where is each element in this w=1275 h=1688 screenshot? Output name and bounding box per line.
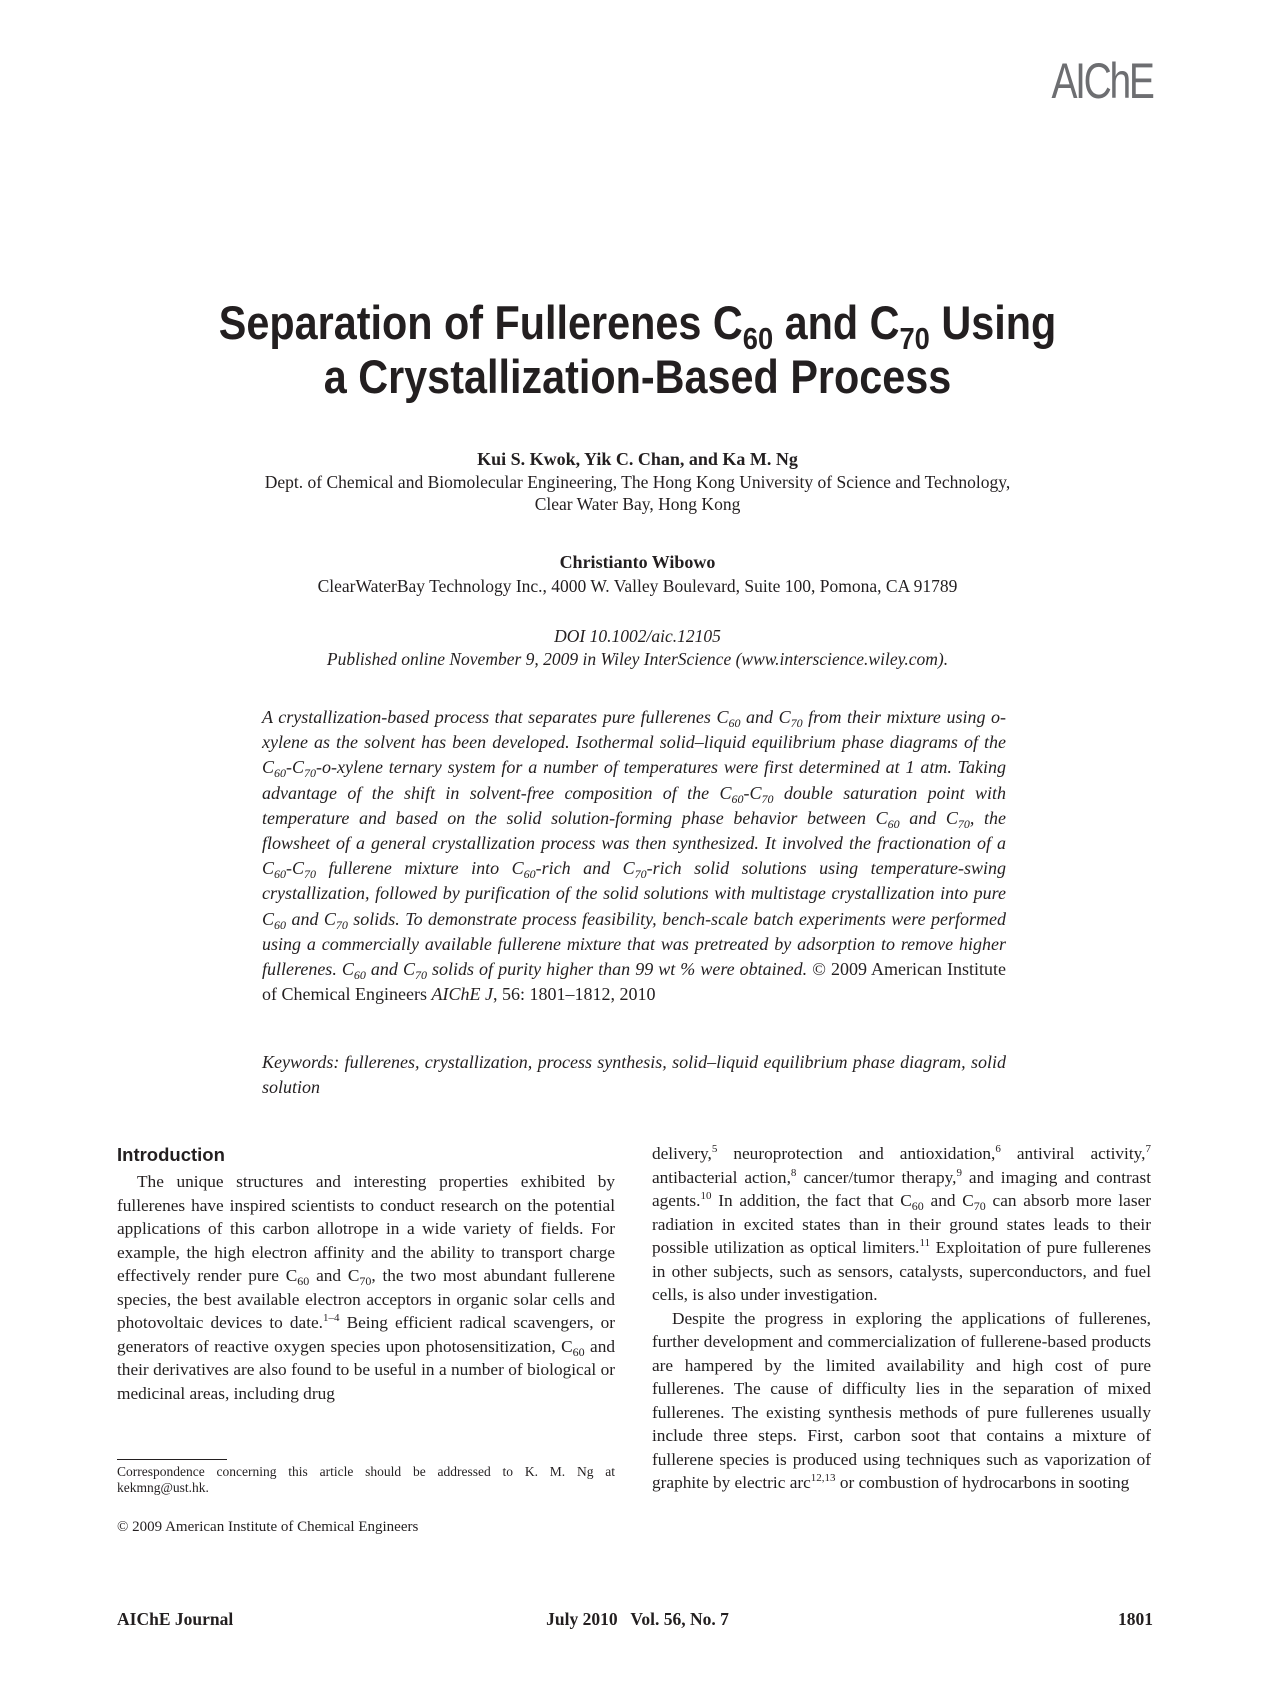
intro-right-column [652, 1142, 1151, 1495]
affiliation-1-line-1: Dept. of Chemical and Biomolecular Engineering, The Hong Kong University of Science and Technology, [264, 472, 1011, 492]
correspondence-footnote: Correspondence concerning this article should be addressed to K. M. Ng at kekmng@ust.hk. [117, 1464, 615, 1495]
affiliation-1-line-2: Clear Water Bay, Hong Kong [534, 494, 741, 514]
published-online: Published online November 9, 2009 in Wiley InterScience (www.interscience.wiley.com). [326, 649, 949, 669]
footer-issue: July 2010 Vol. 56, No. 7 [546, 1609, 729, 1629]
footnote-rule [117, 1459, 227, 1460]
intro-paragraph-1: The unique structures and interesting properties exhibited by fullerenes have inspired scientists to conduct research on the potential applications of this carbon allotrope in a wide variety of fields. For example, the high electron affinity and the ability to transport charge effectively render pure $C_{60}$ and $C_{70}$, the two most abundant fullerene species, the best available electron acceptors in organic solar cells and photovoltaic devices to date.$^{1-4}$ Being efficient radical scavengers, or generators of reactive oxygen species upon photosensitization, $C_{60}$ and their derivatives are also found to be useful in a number of biological or medicinal areas, including drug [117, 1172, 616, 1403]
authors-group-1: Kui S. Kwok, Yik C. Chan, and Ka M. Ng [477, 449, 798, 469]
intro-paragraph-2: Despite the progress in exploring the applications of fullerenes, further development and commercialization of fullerene-based products are hampered by the limited availability and high cost of pure fullerenes. The cause of difficulty lies in the separation of mixed fullerenes. The existing synthesis methods of pure fullerenes usually include three steps. First, carbon soot that contains a mixture of fullerene species is produced using techniques such as vaporization of graphite by electric arc$^{12,13}$ or combustion of hydrocarbons in sooting [652, 1308, 1151, 1492]
copyright-notice: © 2009 American Institute of Chemical Engineers [117, 1519, 419, 1535]
abstract: A crystallization-based process that separates pure fullerenes $C_{60}$ and $C_{70}$ from their mixture using o-xylene as the solvent has been developed. Isothermal solid–liquid equilibrium phase diagrams of the $C_{60}-C_{70}-o$-xylene ternary system for a number of temperatures were first determined at 1 atm. Taking advantage of the shift in solvent-free composition of the $C_{60}-C_{70}$ double saturation point with temperature and based on the solid solution-forming phase behavior between $C_{60}$ and $C_{70}$, the flowsheet of a general crystallization process was then synthesized. It involved the fractionation of a $C_{60}-C_{70}$ fullerene mixture into $C_{60}$-rich and $C_{70}$-rich solid solutions using temperature-swing crystallization, followed by purification of the solid solutions with multistage crystallization into pure $C_{60}$ and $C_{70}$ solids. To demonstrate process feasibility, bench-scale batch experiments were performed using a commercially available fullerene mixture that was pretreated by adsorption to remove higher fullerenes. $C_{60}$ and $C_{70}$ solids of purity higher than 99 wt % were obtained. © 2009 American Institute of Chemical Engineers AIChE J, 56: 1801–1812, 2010 [262, 707, 1006, 1005]
title-line-1: Separation of Fullerenes $C_{60}$ and $C_{70}$ Using [218, 296, 1057, 356]
footer-page-number: 1801 [1118, 1609, 1153, 1629]
footer-journal: AIChE Journal [117, 1609, 234, 1629]
article-title [0, 296, 1275, 404]
affiliation-2: ClearWaterBay Technology Inc., 4000 W. Valley Boulevard, Suite 100, Pomona, CA 91789 [317, 576, 958, 596]
author-2: Christianto Wibowo [559, 552, 716, 572]
section-heading-introduction: Introduction [117, 1144, 225, 1165]
journal-logo: AIChE [1051, 53, 1153, 109]
keywords: Keywords: fullerenes, crystallization, process synthesis, solid–liquid equilibrium phase diagram, solid solution [262, 1052, 1006, 1097]
doi: DOI 10.1002/aic.12105 [554, 626, 721, 646]
intro-left-column [117, 1170, 615, 1405]
intro-paragraph-1-continued: delivery,$^5$ neuroprotection and antioxidation,$^6$ antiviral activity,$^7$ antibacterial action,$^8$ cancer/tumor therapy,$^9$ and imaging and contrast agents.$^{10}$ In addition, the fact that $C_{60}$ and $C_{70}$ can absorb more laser radiation in excited states than in their ground states leads to their possible utilization as optical limiters.$^{11}$ Exploitation of pure fullerenes in other subjects, such as sensors, catalysts, superconductors, and fuel cells, is also under investigation. [652, 1143, 1151, 1304]
title-line-2: a Crystallization-Based Process [323, 350, 952, 403]
